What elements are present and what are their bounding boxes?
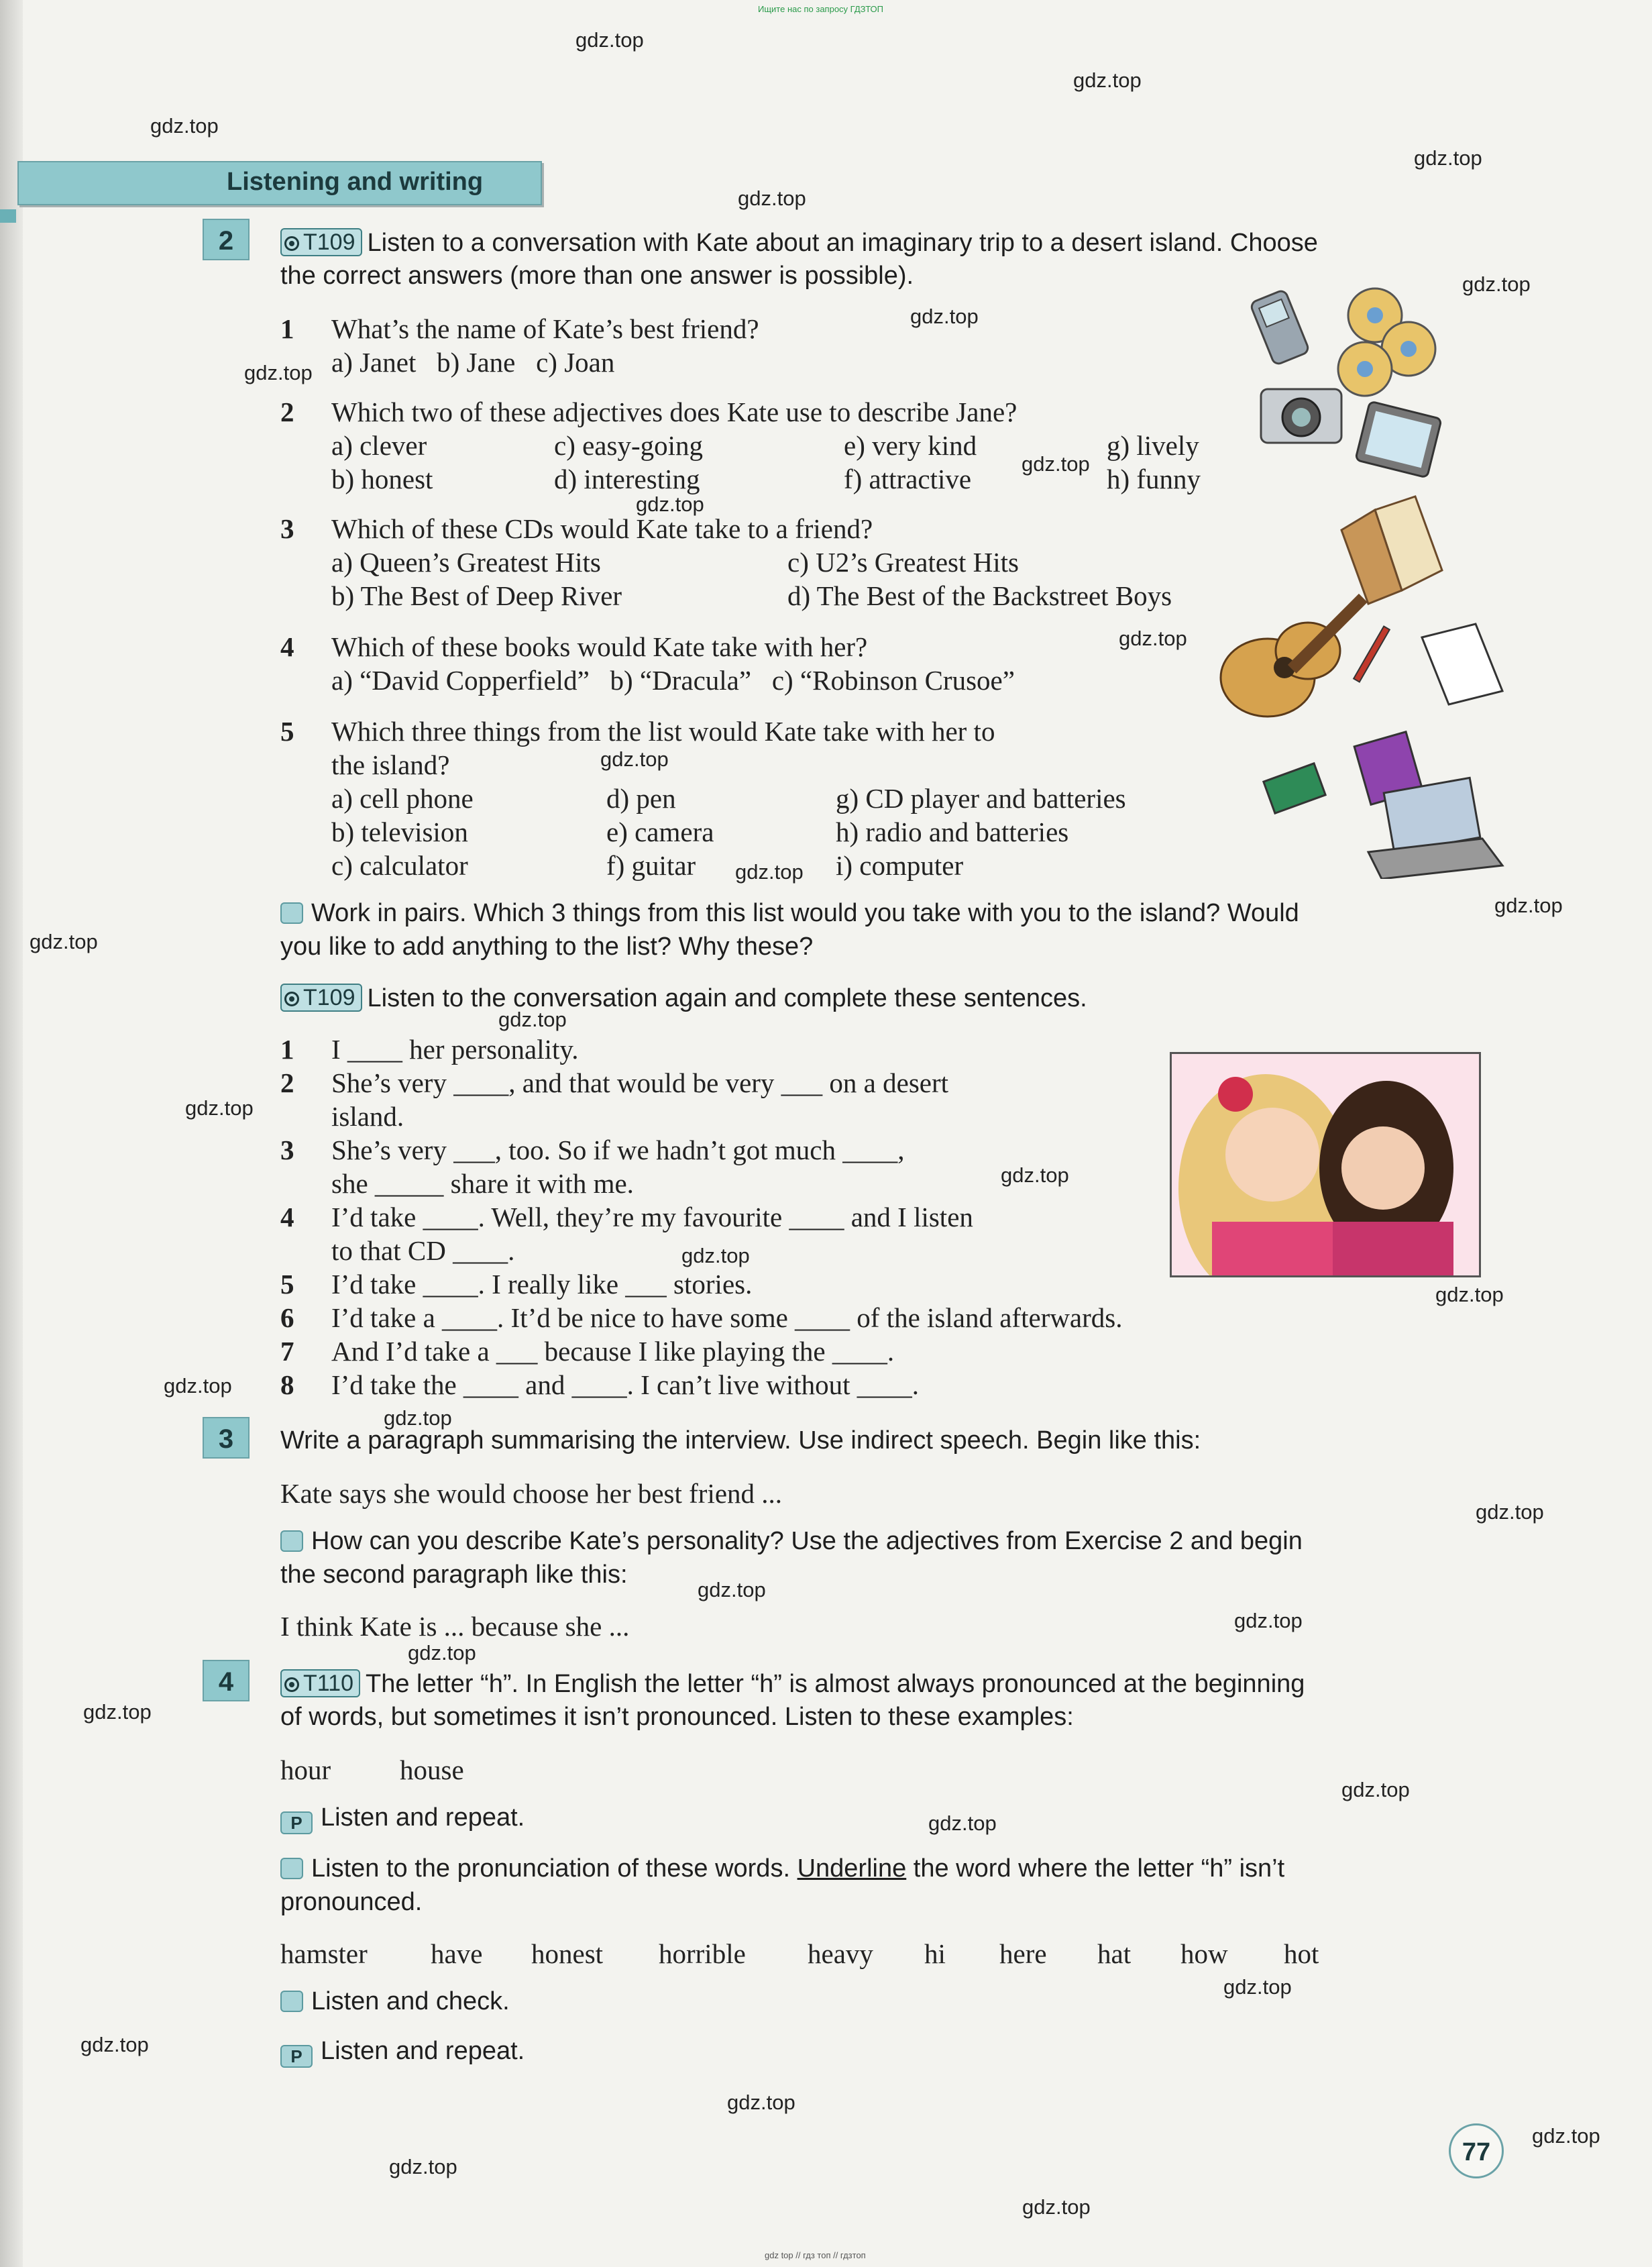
watermark: gdz.top: [1476, 1500, 1544, 1524]
watermark: gdz.top: [498, 1008, 567, 1031]
instruction-text: Listen and repeat.: [321, 1803, 525, 1832]
extra-instruction: [280, 1527, 1303, 1556]
watermark: gdz.top: [600, 747, 669, 771]
watermark: gdz.top: [1022, 452, 1090, 476]
pairs-instruction: [280, 899, 1299, 928]
sentence-text: she _____ share it with me.: [331, 1168, 634, 1199]
instruction-text: Listen to the conversation again and complete these sentences.: [367, 984, 1087, 1012]
watermark: gdz.top: [575, 28, 644, 52]
pronunciation-icon: P: [280, 1811, 313, 1834]
watermark: gdz.top: [164, 1374, 232, 1398]
question-number: 4: [280, 631, 294, 662]
bottom-note: gdz top // гдз топ // гдзтоп: [765, 2250, 866, 2260]
sentence-number: 4: [280, 1202, 294, 1232]
option: d) interesting: [554, 464, 700, 494]
watermark: gdz.top: [83, 1700, 152, 1724]
question-options: a) Janet b) Jane c) Joan: [331, 347, 615, 378]
watermark: gdz.top: [735, 860, 804, 884]
check-instruction: [280, 1987, 510, 2016]
sentence-text: I’d take a ____. It’d be nice to have some ____ of the island afterwards.: [331, 1302, 1123, 1333]
question-text: Which two of these adjectives does Kate use to describe Jane?: [331, 397, 1017, 427]
listen-task-icon: [280, 1858, 303, 1879]
exercise-number: 2: [203, 219, 250, 260]
sentence-text: to that CD ____.: [331, 1235, 515, 1266]
instruction-text: The letter “h”. In English the letter “h” is almost always pronounced at the beginning: [365, 1670, 1305, 1698]
question-number: 2: [280, 397, 294, 427]
watermark: gdz.top: [384, 1406, 452, 1430]
notepad-icon: [1422, 624, 1502, 704]
watermark: gdz.top: [698, 1578, 766, 1601]
book-icon: [1341, 496, 1442, 604]
watermark: gdz.top: [408, 1641, 476, 1665]
girls-photo-image: [1172, 1054, 1479, 1275]
repeat-instruction: [280, 1803, 525, 1834]
word: hot: [1284, 1938, 1319, 1969]
complete-instruction: [280, 984, 1087, 1013]
question-options: a) “David Copperfield” b) “Dracula” c) “Robinson Crusoe”: [331, 665, 1015, 696]
watermark: gdz.top: [185, 1096, 254, 1120]
sentence-number: 8: [280, 1369, 294, 1400]
pen-icon: [1354, 627, 1390, 682]
instruction-text: Listen and check.: [311, 1987, 510, 2015]
instruction-text: the second paragraph like this:: [280, 1561, 628, 1589]
question-text: Which of these CDs would Kate take to a friend?: [331, 513, 873, 544]
extra-task-icon: [280, 1530, 303, 1552]
option: g) lively: [1107, 430, 1199, 461]
listen-instruction: [280, 1854, 1284, 1883]
question-number: 3: [280, 513, 294, 544]
watermark: gdz.top: [1462, 272, 1531, 296]
option: b) television: [331, 816, 468, 847]
word: have: [431, 1938, 483, 1969]
camera-icon: [1261, 389, 1341, 443]
example-word: hour: [280, 1754, 331, 1785]
watermark: gdz.top: [928, 1811, 997, 1835]
audio-track-badge[interactable]: [280, 1669, 360, 1697]
repeat-instruction: [280, 2037, 525, 2068]
word: horrible: [659, 1938, 746, 1969]
example-sentence: Kate says she would choose her best friend ...: [280, 1478, 783, 1509]
sentence-number: 2: [280, 1067, 294, 1098]
instruction-text: Listen and repeat.: [321, 2037, 525, 2065]
page-edge: [0, 0, 23, 2267]
option: b) honest: [331, 464, 433, 494]
option: a) clever: [331, 430, 427, 461]
word: hat: [1097, 1938, 1132, 1969]
word: hamster: [280, 1938, 368, 1969]
cd-discs-icon: [1338, 288, 1435, 396]
exercise-4-instruction: [280, 1669, 1305, 1699]
instruction-text: the word where the letter “h” isn’t: [913, 1854, 1285, 1883]
illustration-items: [1207, 275, 1516, 879]
sentence-text: I’d take the ____ and ____. I can’t live without ____.: [331, 1369, 919, 1400]
option: d) pen: [606, 783, 676, 814]
option: i) computer: [836, 850, 964, 881]
instruction-text: Listen to a conversation with Kate about an imaginary trip to a desert island. Choose: [367, 229, 1318, 257]
watermark: gdz.top: [1341, 1778, 1410, 1801]
watermark: gdz.top: [1494, 894, 1563, 917]
watermark: gdz.top: [80, 2033, 149, 2056]
exercise-3-instruction: Write a paragraph summarising the interview. Use indirect speech. Begin like this:: [280, 1426, 1201, 1455]
sentence-text: island.: [331, 1101, 404, 1132]
section-title: Listening and writing: [227, 168, 484, 196]
exercise-number: 4: [203, 1660, 250, 1701]
question-text: Which of these books would Kate take with her?: [331, 631, 868, 662]
audio-track-badge[interactable]: [280, 984, 362, 1012]
section-tab-marker: [0, 209, 16, 223]
sentence-number: 3: [280, 1135, 294, 1165]
track-label: T109: [303, 229, 355, 255]
top-note: Ищите нас по запросу ГДЗТОП: [758, 4, 884, 14]
watermark: gdz.top: [1223, 1975, 1292, 1999]
watermark: gdz.top: [389, 2155, 457, 2178]
option: h) radio and batteries: [836, 816, 1069, 847]
option: g) CD player and batteries: [836, 783, 1126, 814]
option: f) attractive: [844, 464, 972, 494]
watermark: gdz.top: [1435, 1283, 1504, 1306]
sentence-text: She’s very ___, too. So if we hadn’t got much ____,: [331, 1135, 905, 1165]
option: c) easy-going: [554, 430, 703, 461]
option: f) guitar: [606, 850, 696, 881]
underline-word: Underline: [797, 1854, 907, 1883]
question-number: 1: [280, 313, 294, 344]
guitar-icon: [1221, 594, 1368, 717]
option: d) The Best of the Backstreet Boys: [787, 580, 1172, 611]
exercise-2-instruction: [280, 228, 1318, 258]
sentence-text: I’d take ____. I really like ___ stories.: [331, 1269, 753, 1300]
exercise-number: 3: [203, 1417, 250, 1459]
cell-phone-icon: [1250, 289, 1309, 366]
question-number: 5: [280, 716, 294, 747]
track-label: T110: [303, 1671, 353, 1696]
pronunciation-icon: P: [280, 2045, 313, 2068]
instruction-text: of words, but sometimes it isn’t pronounced. Listen to these examples:: [280, 1703, 1074, 1731]
pair-work-icon: [280, 902, 303, 924]
instruction-text: Work in pairs. Which 3 things from this list would you take with you to the island? Would: [311, 899, 1299, 927]
watermark: gdz.top: [910, 305, 979, 328]
instruction-text: the correct answers (more than one answer is possible).: [280, 262, 914, 290]
sentence-number: 7: [280, 1336, 294, 1367]
option: e) camera: [606, 816, 714, 847]
watermark: gdz.top: [1001, 1163, 1069, 1187]
check-task-icon: [280, 1991, 303, 2012]
word: here: [999, 1938, 1047, 1969]
instruction-text: you like to add anything to the list? Why these?: [280, 933, 814, 961]
track-label: T109: [303, 985, 355, 1010]
watermark: gdz.top: [1119, 627, 1187, 650]
option: e) very kind: [844, 430, 977, 461]
option: h) funny: [1107, 464, 1201, 494]
laptop-icon: [1368, 778, 1502, 879]
question-text: the island?: [331, 749, 450, 780]
watermark: gdz.top: [1414, 146, 1482, 170]
watermark: gdz.top: [738, 187, 806, 210]
question-text: What’s the name of Kate’s best friend?: [331, 313, 759, 344]
option: b) The Best of Deep River: [331, 580, 622, 611]
word: hi: [924, 1938, 946, 1969]
word: how: [1180, 1938, 1228, 1969]
watermark: gdz.top: [30, 930, 98, 953]
sentence-text: She’s very ____, and that would be very ___ on a desert: [331, 1067, 949, 1098]
instruction-text: pronounced.: [280, 1888, 423, 1916]
watermark: gdz.top: [727, 2091, 795, 2114]
photo-two-girls: [1170, 1052, 1481, 1277]
watermark: gdz.top: [1022, 2195, 1091, 2219]
sentence-number: 6: [280, 1302, 294, 1333]
tablet-icon: [1356, 401, 1442, 478]
option: a) Queen’s Greatest Hits: [331, 547, 601, 578]
sentence-text: And I’d take a ___ because I like playing the ____.: [331, 1336, 895, 1367]
audio-cd-icon: [284, 992, 299, 1006]
sentence-number: 1: [280, 1034, 294, 1065]
option: c) U2’s Greatest Hits: [787, 547, 1019, 578]
sentence-number: 5: [280, 1269, 294, 1300]
word: heavy: [808, 1938, 873, 1969]
watermark: gdz.top: [1234, 1609, 1303, 1632]
word: honest: [531, 1938, 604, 1969]
sentence-text: I ____ her personality.: [331, 1034, 579, 1065]
example-word: house: [400, 1754, 464, 1785]
instruction-text: How can you describe Kate’s personality? Use the adjectives from Exercise 2 and begin: [311, 1527, 1303, 1555]
watermark: gdz.top: [244, 361, 313, 384]
watermark: gdz.top: [1532, 2124, 1600, 2148]
watermark: gdz.top: [1073, 68, 1142, 92]
audio-cd-icon: [284, 236, 299, 251]
watermark: gdz.top: [636, 492, 704, 516]
example-sentence: I think Kate is ... because she ...: [280, 1611, 630, 1642]
audio-track-badge[interactable]: [280, 228, 362, 256]
sentence-text: I’d take ____. Well, they’re my favourite ____ and I listen: [331, 1202, 973, 1232]
option: a) cell phone: [331, 783, 474, 814]
audio-cd-icon: [284, 1677, 299, 1692]
option: c) calculator: [331, 850, 468, 881]
watermark: gdz.top: [150, 114, 219, 138]
page-number: 77: [1449, 2123, 1504, 2178]
watermark: gdz.top: [681, 1244, 750, 1267]
instruction-text: Listen to the pronunciation of these words.: [311, 1854, 791, 1883]
question-text: Which three things from the list would Kate take with her to: [331, 716, 995, 747]
